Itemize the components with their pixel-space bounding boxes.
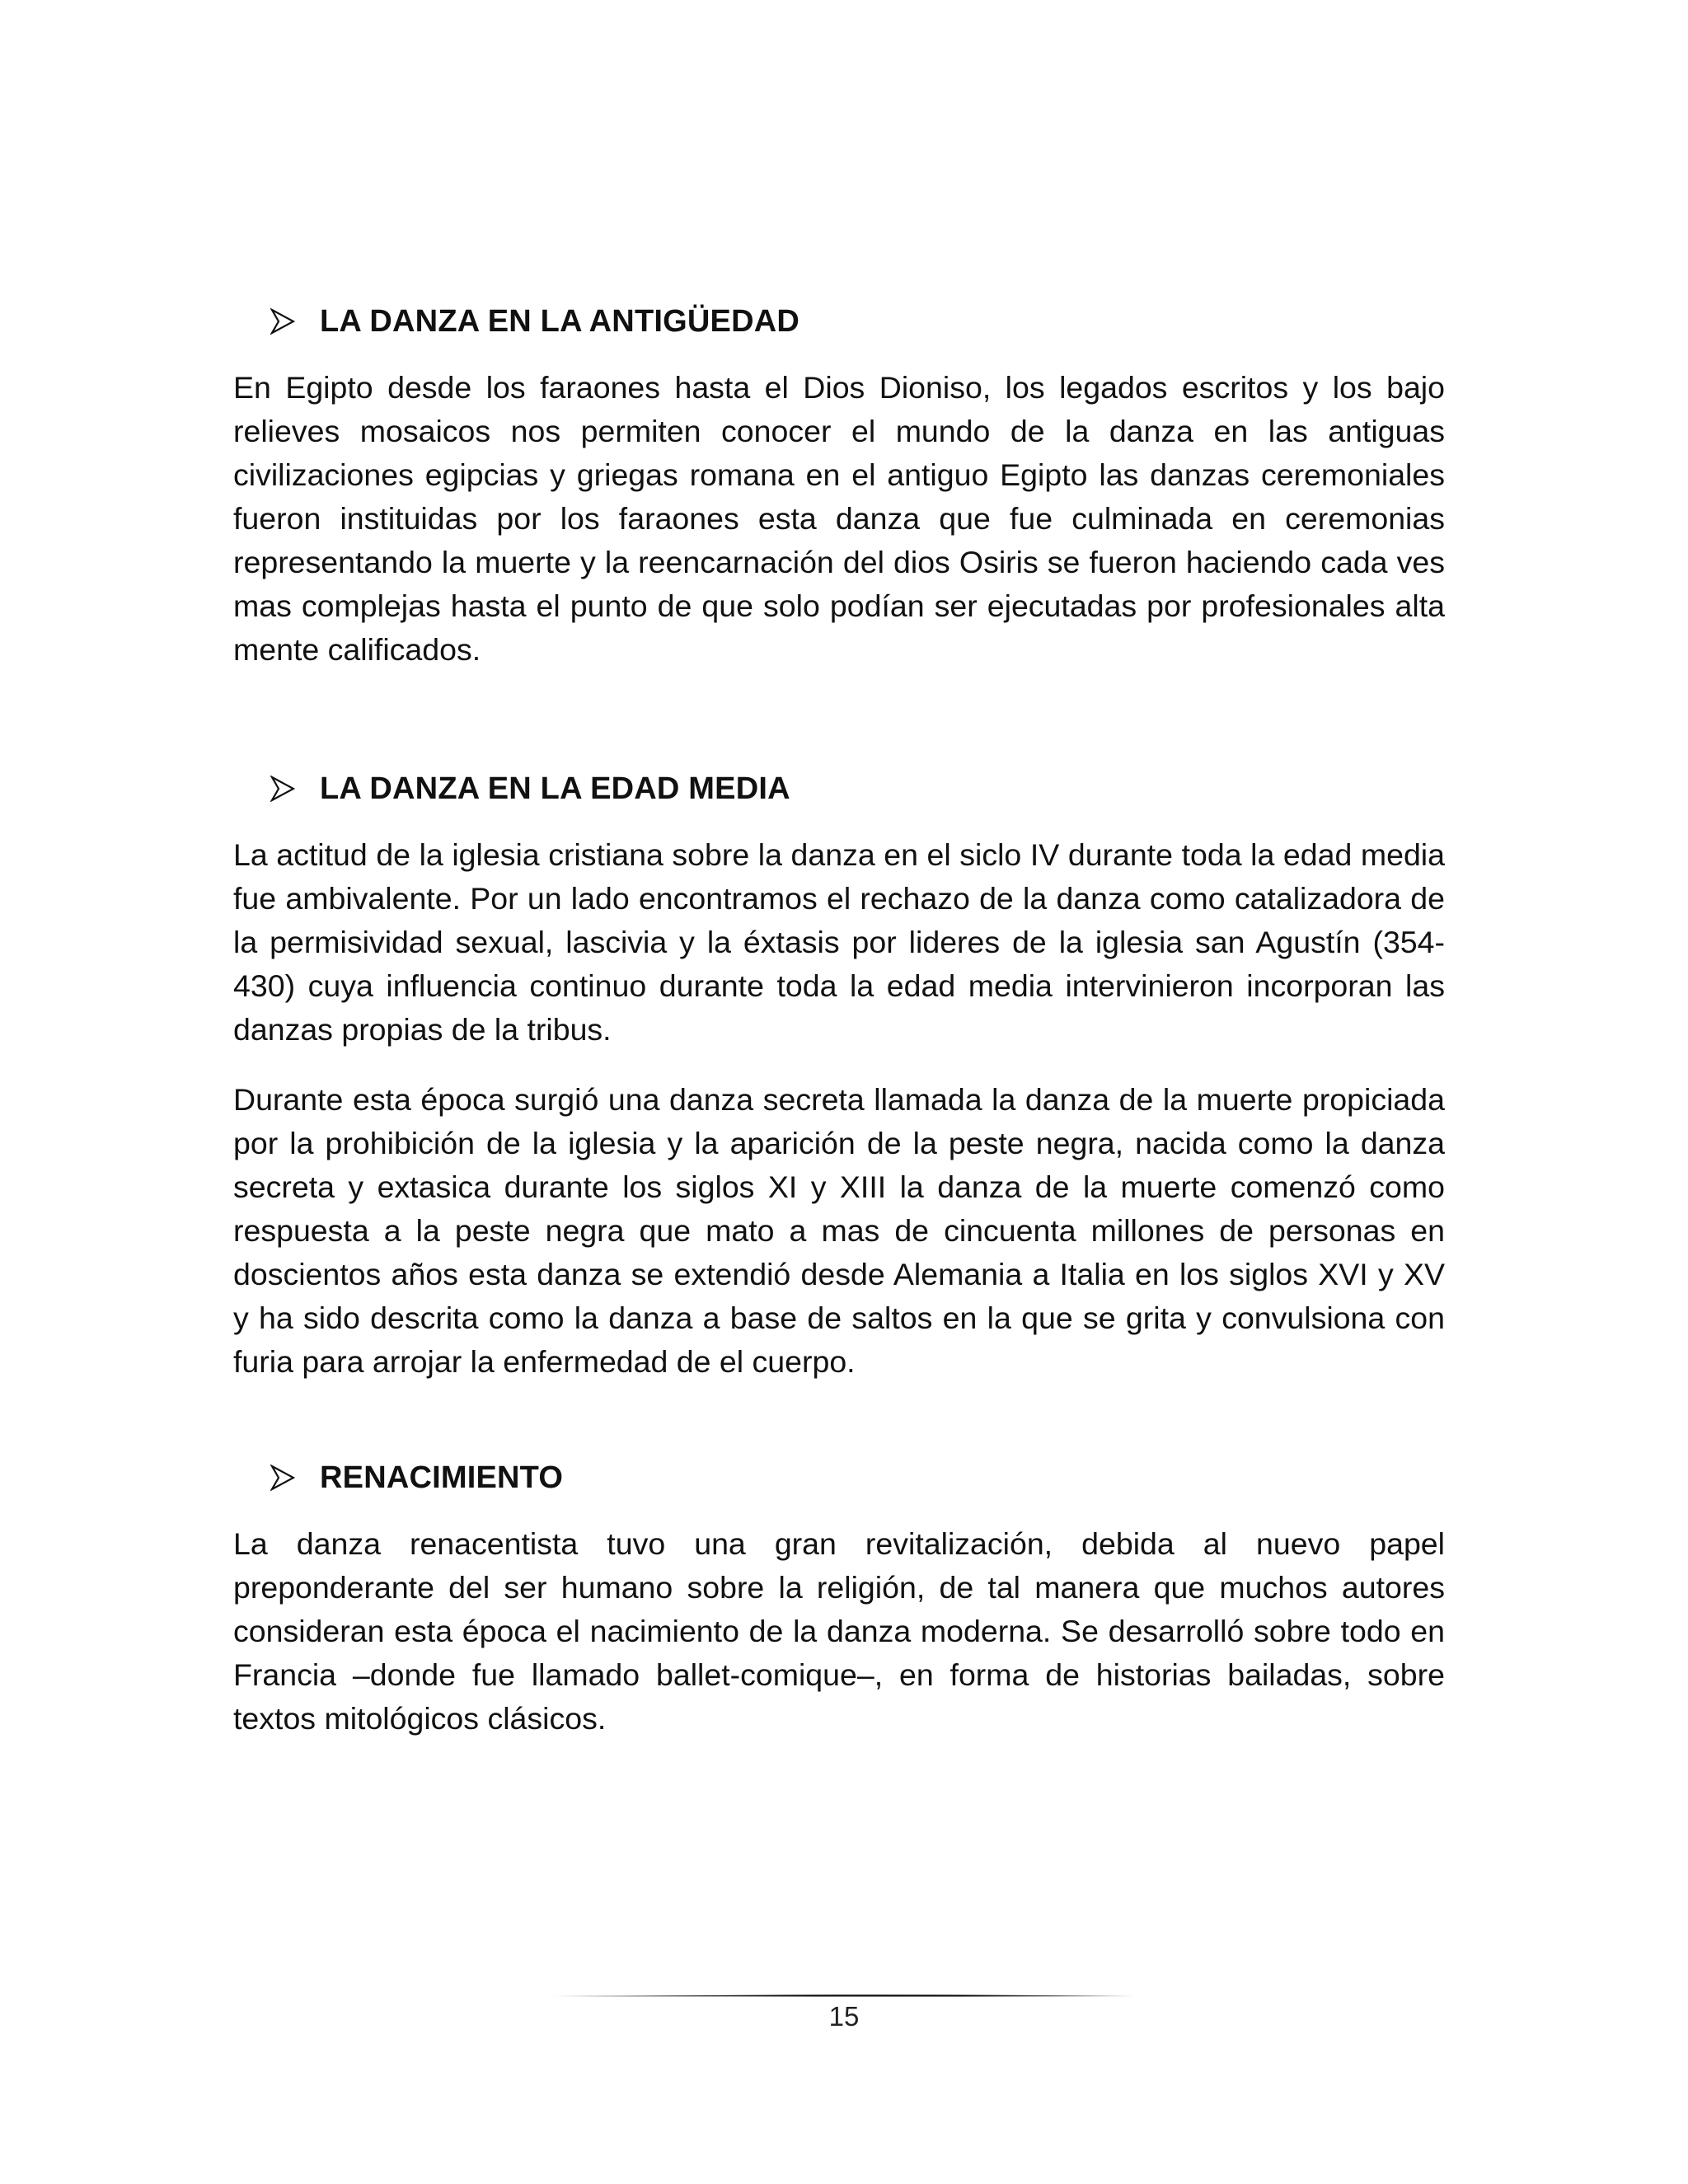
paragraph: La danza renacentista tuvo una gran revitalización, debida al nuevo papel preponderante del ser humano sobre la religión, de tal manera que muchos autores consideran esta época el nacimiento de la danza moderna. Se desarrolló sobre todo en Francia –donde fue llamado ballet-comique–, en forma de historias bailadas, sobre textos mitológicos clásicos. xyxy=(233,1526,1445,1736)
page-content xyxy=(233,298,1445,1741)
section-title: LA DANZA EN LA ANTIGÜEDAD xyxy=(320,303,799,339)
footer-divider xyxy=(552,1992,1134,2000)
page-number: 15 xyxy=(828,2001,860,2032)
paragraph: En Egipto desde los faraones hasta el Dios Dioniso, los legados escritos y los bajo relieves mosaicos nos permiten conocer el mundo de la danza en las antiguas civilizaciones egipcias y griegas romana en el antiguo Egipto las danzas ceremoniales fueron instituidas por los faraones esta danza que fue culminada en ceremonias representando la muerte y la reencarnación del dios Osiris se fueron haciendo cada ves mas complejas hasta el punto de que solo podían ser ejecutadas por profesionales alta mente calificados. xyxy=(233,370,1445,667)
section-title: LA DANZA EN LA EDAD MEDIA xyxy=(320,771,790,806)
arrowhead-bullet-icon xyxy=(270,776,295,802)
section-title: RENACIMIENTO xyxy=(320,1460,564,1495)
paragraph: Durante esta época surgió una danza secreta llamada la danza de la muerte propiciada por la prohibición de la iglesia y la aparición de la peste negra, nacida como la danza secreta y extasica durante los siglos XI y XIII la danza de la muerte comenzó como respuesta a la peste negra que mato a mas de cincuenta millones de personas en doscientos años esta danza se extendió desde Alemania a Italia en los siglos XVI y XV y ha sido descrita como la danza a base de saltos en la que se grita y convulsiona con furia para arrojar la enfermedad de el cuerpo. xyxy=(233,1082,1445,1379)
arrowhead-bullet-icon xyxy=(270,308,295,335)
section-heading-antiguedad xyxy=(270,298,1445,344)
section-heading-edad-media xyxy=(270,766,1445,812)
arrowhead-bullet-icon xyxy=(270,1465,295,1491)
section-heading-renacimiento xyxy=(270,1455,1445,1501)
paragraph: La actitud de la iglesia cristiana sobre la danza en el siclo IV durante toda la edad media fue ambivalente. Por un lado encontramos el rechazo de la danza como catalizadora de la permisividad sexual, lascivia y la éxtasis por lideres de la iglesia san Agustín (354-430) cuya influencia continuo durante toda la edad media intervinieron incorporan las danzas propias de la tribus. xyxy=(233,837,1445,1047)
